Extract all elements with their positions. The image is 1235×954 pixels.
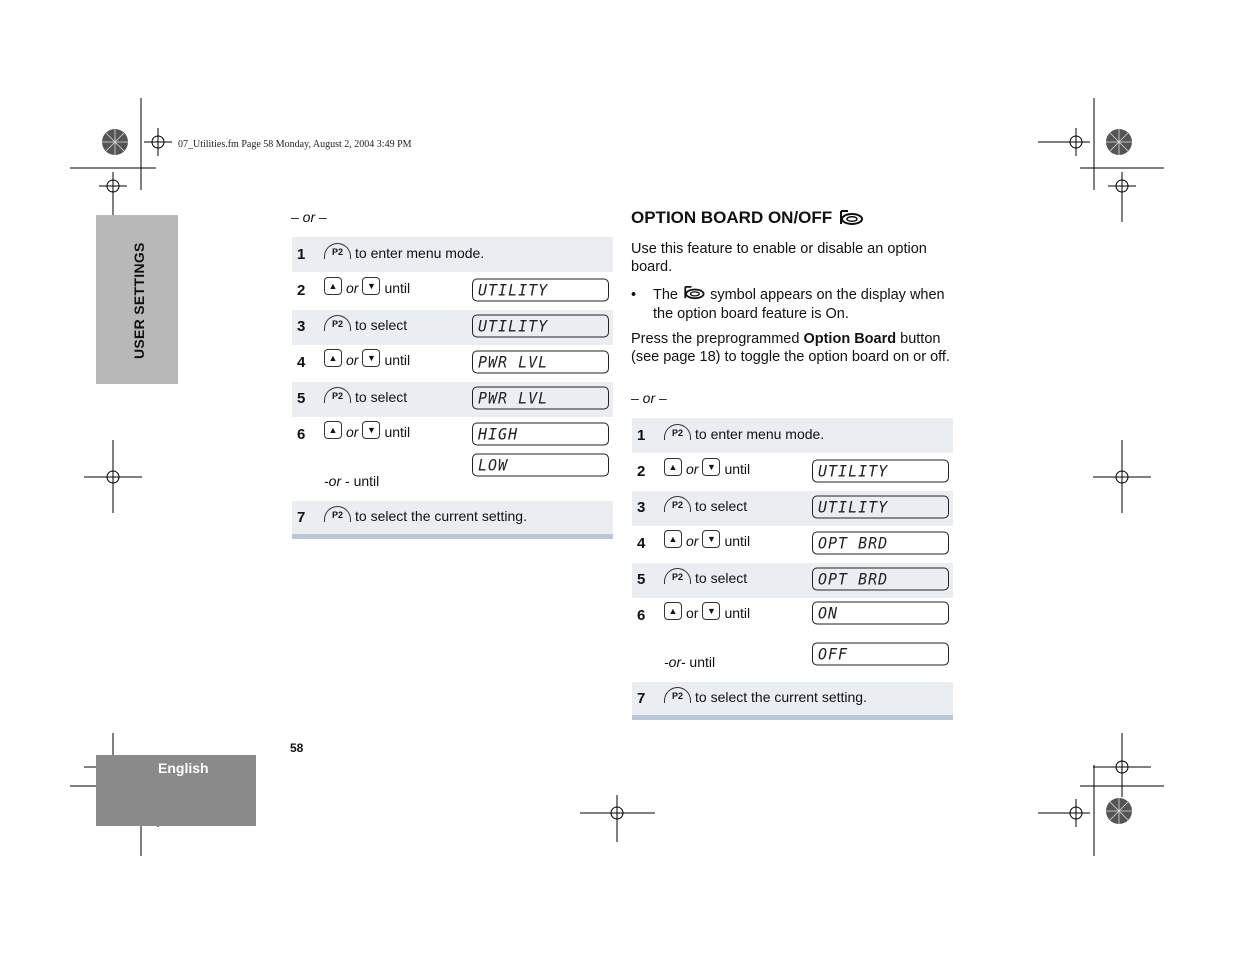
p2-button-icon: P2	[664, 424, 691, 440]
table-row	[632, 527, 953, 561]
step-text: until	[384, 424, 411, 440]
step-text: until	[384, 352, 411, 368]
down-arrow-icon: ▼	[702, 530, 720, 548]
step-instruction	[664, 498, 747, 514]
up-arrow-icon: ▲	[324, 277, 342, 295]
down-arrow-icon: ▼	[362, 277, 380, 295]
option-board-icon	[682, 286, 706, 300]
section-heading	[631, 208, 864, 228]
down-arrow-icon: ▼	[702, 458, 720, 476]
table-row	[292, 501, 613, 534]
page-number: 58	[290, 741, 304, 755]
step-text: until	[724, 461, 751, 477]
p2-button-icon: P2	[664, 496, 691, 512]
step-instruction	[324, 389, 407, 405]
table-row	[632, 418, 953, 453]
table-row	[292, 310, 613, 345]
language-label: English	[158, 760, 209, 776]
p2-button-icon: P2	[664, 568, 691, 584]
up-arrow-icon: ▲	[324, 421, 342, 439]
lcd-display-alt: LOW	[472, 453, 609, 476]
step-instruction	[324, 245, 484, 261]
up-arrow-icon: ▲	[324, 349, 342, 367]
option-board-label: Option Board	[803, 331, 897, 347]
p2-button-icon: P2	[664, 687, 691, 703]
or-word: or	[686, 533, 699, 549]
lcd-display: OPT BRD	[812, 531, 949, 554]
step-instruction	[664, 426, 824, 442]
table-row	[292, 237, 613, 272]
or-word: or	[686, 461, 699, 477]
lcd-display: UTILITY	[472, 314, 609, 337]
step-instruction	[324, 317, 407, 333]
table-row	[632, 682, 953, 715]
step-number: 7	[297, 509, 306, 526]
step-number: 6	[297, 426, 306, 443]
step-number: 4	[297, 354, 306, 371]
table-row	[292, 346, 613, 380]
lcd-display: PWR LVL	[472, 386, 609, 409]
step-instruction	[324, 352, 410, 368]
step-number: 2	[637, 463, 646, 480]
left-steps-table	[292, 237, 613, 540]
step-text: to enter menu mode.	[695, 426, 825, 442]
press-paragraph: Press the preprogrammed Option Board button (see page 18) to toggle the option board on or off.	[631, 331, 950, 365]
option-board-icon	[838, 210, 864, 226]
p2-button-icon: P2	[324, 315, 351, 331]
bullet-text: The symbol appears on the display when the option board feature is On.	[653, 287, 945, 322]
down-arrow-icon: ▼	[362, 349, 380, 367]
lcd-display: UTILITY	[812, 495, 949, 518]
heading-text: OPTION BOARD ON/OFF	[631, 208, 833, 227]
or-word: or	[346, 352, 359, 368]
table-row	[292, 274, 613, 308]
bullet-dot: •	[631, 287, 637, 303]
step-text: to select the current setting.	[355, 508, 527, 524]
or-word: or	[346, 280, 359, 296]
step-number: 3	[637, 499, 646, 516]
step-text: to select	[695, 498, 748, 514]
step-number: 5	[637, 571, 646, 588]
table-row	[292, 382, 613, 417]
intro-paragraph: Use this feature to enable or disable an option board.	[631, 241, 927, 275]
step-number: 6	[637, 607, 646, 624]
down-arrow-icon: ▼	[702, 602, 720, 620]
p2-button-icon: P2	[324, 387, 351, 403]
section-tab-label: USER SETTINGS	[131, 242, 147, 359]
step-text: until	[724, 533, 751, 549]
or-word: or	[686, 605, 699, 621]
file-header: 07_Utilities.fm Page 58 Monday, August 2, 2004 3:49 PM	[178, 139, 412, 150]
step-instruction	[664, 570, 747, 586]
step-number: 2	[297, 282, 306, 299]
lcd-display: UTILITY	[812, 459, 949, 482]
step-text: until	[724, 605, 751, 621]
step-number: 1	[297, 246, 306, 263]
step-instruction	[324, 508, 527, 524]
table-bottom-rule	[632, 715, 953, 720]
lcd-display: OPT BRD	[812, 567, 949, 590]
table-row	[292, 418, 613, 498]
table-row	[632, 599, 953, 679]
alt-instruction: -or - until	[324, 473, 380, 489]
right-steps-table	[632, 418, 953, 721]
p2-button-icon: P2	[324, 243, 351, 259]
up-arrow-icon: ▲	[664, 602, 682, 620]
table-row	[632, 563, 953, 598]
lcd-display: UTILITY	[472, 278, 609, 301]
step-instruction	[324, 424, 410, 440]
language-tab	[96, 755, 256, 826]
step-number: 7	[637, 690, 646, 707]
step-text: to select the current setting.	[695, 689, 867, 705]
up-arrow-icon: ▲	[664, 530, 682, 548]
step-instruction	[664, 605, 750, 621]
table-row	[632, 491, 953, 526]
lcd-display-alt: OFF	[812, 642, 949, 665]
step-instruction	[324, 280, 410, 296]
or-word: or	[346, 424, 359, 440]
step-number: 3	[297, 318, 306, 335]
step-instruction	[664, 533, 750, 549]
step-text: to enter menu mode.	[355, 245, 485, 261]
step-text: to select	[695, 570, 748, 586]
step-number: 4	[637, 535, 646, 552]
step-instruction	[664, 689, 867, 705]
table-row	[632, 455, 953, 489]
step-text: to select	[355, 389, 408, 405]
step-text: to select	[355, 317, 408, 333]
step-text: until	[384, 280, 411, 296]
lcd-display: ON	[812, 601, 949, 624]
up-arrow-icon: ▲	[664, 458, 682, 476]
left-or-label: – or –	[291, 209, 327, 225]
down-arrow-icon: ▼	[362, 421, 380, 439]
section-tab	[96, 215, 178, 384]
right-or-label: – or –	[631, 390, 667, 406]
table-bottom-rule	[292, 534, 613, 539]
lcd-display: HIGH	[472, 422, 609, 445]
lcd-display: PWR LVL	[472, 350, 609, 373]
alt-instruction: -or- until	[664, 654, 716, 670]
step-instruction	[664, 461, 750, 477]
step-number: 1	[637, 427, 646, 444]
p2-button-icon: P2	[324, 506, 351, 522]
step-number: 5	[297, 390, 306, 407]
